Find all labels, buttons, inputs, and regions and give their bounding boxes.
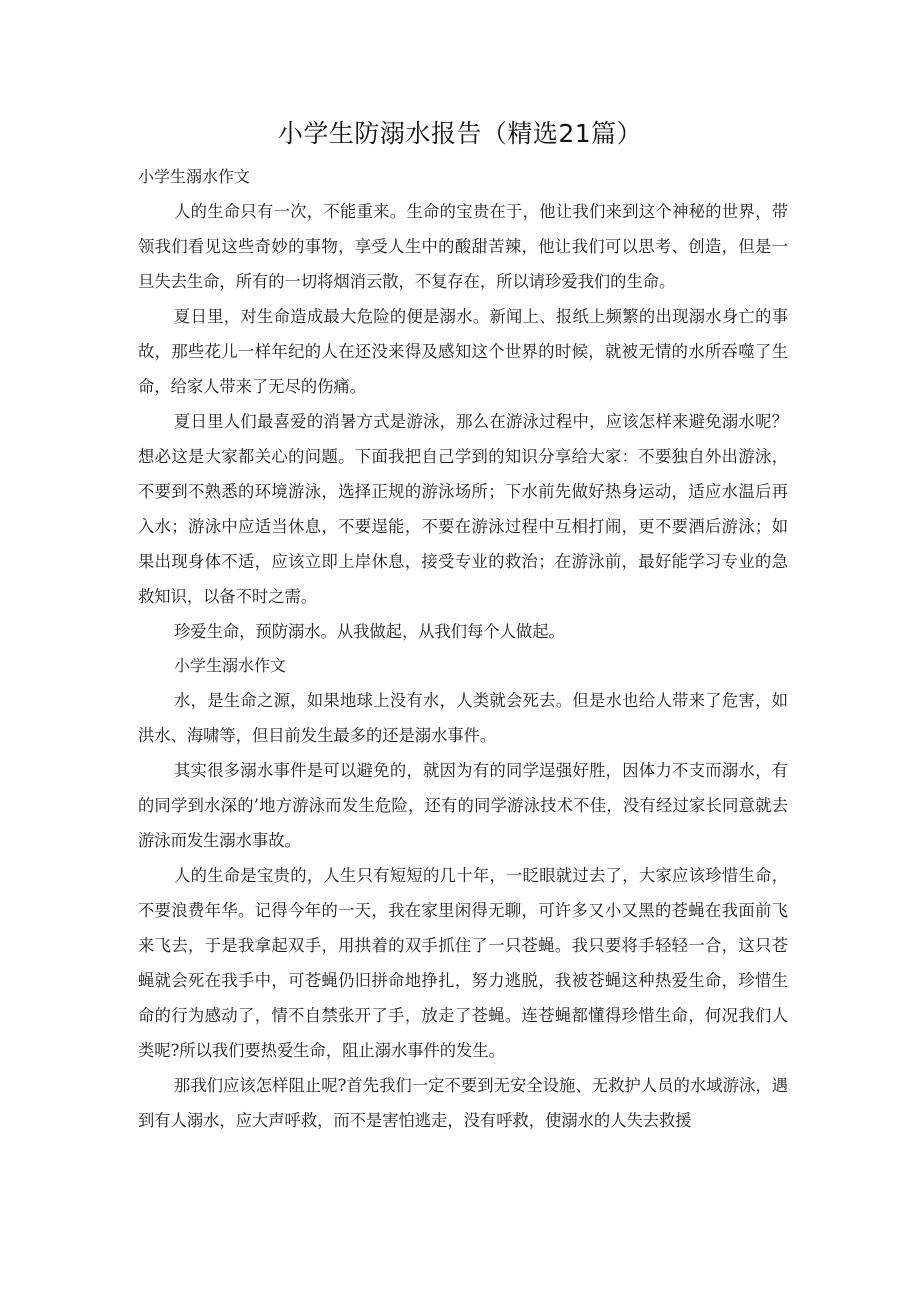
section-heading: 小学生溺水作文 bbox=[174, 656, 287, 675]
document-body bbox=[138, 160, 788, 1138]
paragraph: 其实很多溺水事件是可以避免的，就因为有的同学逞强好胜，因体力不支而溺水，有的同学到水深的’地方游泳而发生危险，还有的同学游泳技术不佳，没有经过家长同意就去游泳而发生溺水事故。 bbox=[138, 761, 788, 850]
paragraph: 人的生命只有一次，不能重来。生命的宝贵在于，他让我们来到这个神秘的世界，带领我们看见这些奇妙的事物，享受人生中的酸甜苦辣，他让我们可以思考、创造，但是一旦失去生命，所有的一切将烟消云散，不复存在，所以请珍爱我们的生命。 bbox=[138, 202, 788, 291]
paragraph: 珍爱生命，预防溺水。从我做起，从我们每个人做起。 bbox=[174, 622, 565, 641]
paragraph: 夏日里人们最喜爱的消暑方式是游泳，那么在游泳过程中，应该怎样来避免溺水呢？想必这是大家都关心的问题。下面我把自己学到的知识分享给大家：不要独自外出游泳，不要到不熟悉的环境游泳，选择正规的游泳场所；下水前先做好热身运动，适应水温后再入水；游泳中应适当休息，不要逞能，不要在游泳过程中互相打闹，更不要酒后游泳；如果出现身体不适，应该立即上岸休息，接受专业的救治；在游泳前，最好能学习专业的急救知识，以备不时之需。 bbox=[138, 412, 788, 606]
paragraph: 那我们应该怎样阻止呢?首先我们一定不要到无安全设施、无救护人员的水域游泳，遇到有人溺水，应大声呼救，而不是害怕逃走，没有呼救，使溺水的人失去救援 bbox=[138, 1076, 788, 1130]
document-title: 小学生防溺水报告（精选21篇） bbox=[277, 119, 643, 148]
paragraph: 水，是生命之源，如果地球上没有水，人类就会死去。但是水也给人带来了危害，如洪水、海啸等，但目前发生最多的还是溺水事件。 bbox=[138, 691, 788, 745]
section-heading: 小学生溺水作文 bbox=[138, 167, 251, 186]
paragraph: 夏日里，对生命造成最大危险的便是溺水。新闻上、报纸上频繁的出现溺水身亡的事故，那些花儿一样年纪的人在还没来得及感知这个世界的时候，就被无情的水所吞噬了生命，给家人带来了无尽的伤痛。 bbox=[138, 307, 788, 396]
paragraph: 人的生命是宝贵的，人生只有短短的几十年，一眨眼就过去了，大家应该珍惜生命，不要浪费年华。记得今年的一天，我在家里闲得无聊，可许多又小又黑的苍蝇在我面前飞来飞去，于是我拿起双手，用拱着的双手抓住了一只苍蝇。我只要将手轻轻一合，这只苍蝇就会死在我手中，可苍蝇仍旧拼命地挣扎，努力逃脱，我被苍蝇这种热爱生命，珍惜生命的行为感动了，情不自禁张开了手，放走了苍蝇。连苍蝇都懂得珍惜生命，何况我们人类呢?所以我们要热爱生命，阻止溺水事件的发生。 bbox=[138, 866, 788, 1060]
